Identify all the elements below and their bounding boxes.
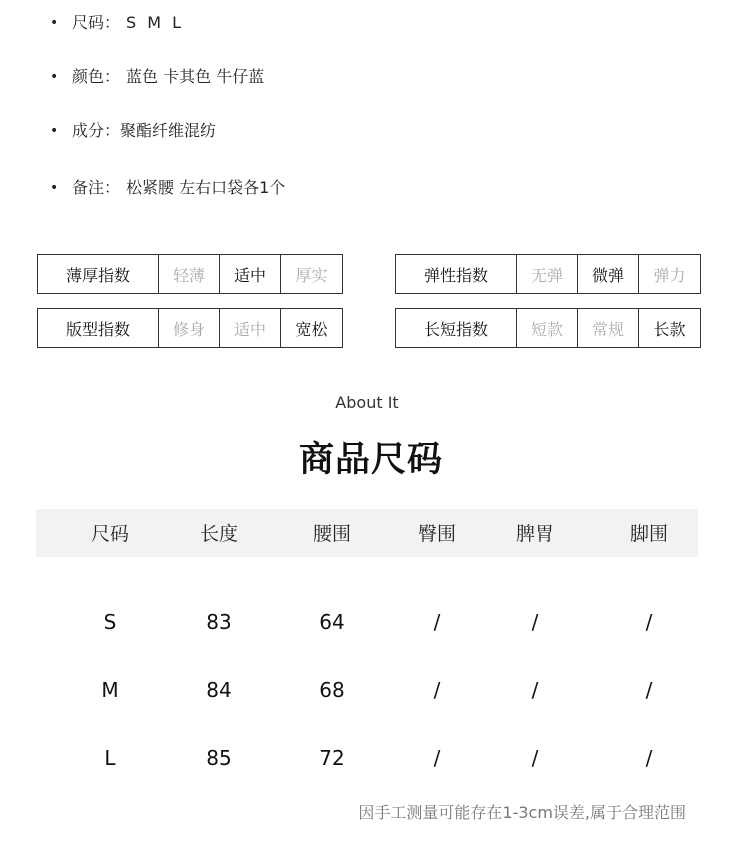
size-table-header: [36, 509, 698, 557]
size-header-cell: 脾胃: [515, 523, 555, 545]
size-header-cell: 腰围: [312, 523, 352, 545]
size-cell: 84: [206, 678, 232, 702]
size-cell: /: [531, 610, 539, 634]
index-option-selected: 宽松: [281, 308, 343, 348]
index-option-selected: 适中: [220, 254, 281, 294]
spec-label: 尺码：: [72, 13, 121, 32]
size-cell: /: [645, 678, 653, 702]
size-cell: /: [531, 746, 539, 770]
size-cell: M: [101, 678, 119, 702]
size-cell: 85: [206, 746, 232, 770]
spec-item-note: [50, 177, 285, 199]
index-option-selected: 长款: [639, 308, 701, 348]
spec-label: 成分：: [72, 121, 121, 140]
page-title: 商品尺码: [298, 440, 443, 480]
index-option: 无弹: [517, 254, 578, 294]
size-cell: /: [645, 746, 653, 770]
spec-label: 备注：: [72, 178, 121, 197]
size-cell: L: [104, 746, 116, 770]
spec-value: S M L: [126, 13, 185, 32]
index-row: [395, 254, 701, 294]
size-cell: S: [103, 610, 117, 634]
size-cell: /: [433, 678, 441, 702]
index-table-right: [395, 240, 701, 362]
index-label: 弹性指数: [395, 254, 517, 294]
index-label: 版型指数: [37, 308, 159, 348]
measurement-note: 因手工测量可能存在1-3cm误差,属于合理范围: [358, 803, 686, 822]
size-cell: /: [433, 610, 441, 634]
size-cell: 83: [206, 610, 232, 634]
spec-item-material: [50, 120, 285, 142]
size-cell: 72: [319, 746, 345, 770]
index-option-selected: 微弹: [578, 254, 639, 294]
index-row: [395, 308, 701, 348]
about-heading: About It: [335, 393, 399, 412]
spec-item-color: [50, 66, 285, 88]
spec-value: 蓝色 卡其色 牛仔蓝: [126, 67, 265, 86]
size-header-cell: 尺码: [90, 523, 130, 545]
spec-label: 颜色：: [72, 67, 121, 86]
index-row: [37, 254, 343, 294]
size-cell: 68: [319, 678, 345, 702]
spec-value: 聚酯纤维混纺: [120, 121, 217, 140]
size-header-cell: 脚围: [629, 523, 669, 545]
size-header-cell: 长度: [199, 523, 239, 545]
spec-value: 松紧腰 左右口袋各1个: [126, 178, 286, 197]
index-option: 修身: [159, 308, 220, 348]
index-row: [37, 308, 343, 348]
size-header-cell: 臀围: [417, 523, 457, 545]
index-label: 薄厚指数: [37, 254, 159, 294]
index-option: 轻薄: [159, 254, 220, 294]
size-cell: /: [531, 678, 539, 702]
size-cell: /: [645, 610, 653, 634]
index-option: 适中: [220, 308, 281, 348]
spec-item-size: [50, 12, 285, 34]
size-cell: /: [433, 746, 441, 770]
index-option: 弹力: [639, 254, 701, 294]
index-option: 常规: [578, 308, 639, 348]
index-label: 长短指数: [395, 308, 517, 348]
size-cell: 64: [319, 610, 345, 634]
index-option: 厚实: [281, 254, 343, 294]
spec-list: [50, 12, 285, 199]
index-option: 短款: [517, 308, 578, 348]
index-table-left: [37, 240, 343, 362]
